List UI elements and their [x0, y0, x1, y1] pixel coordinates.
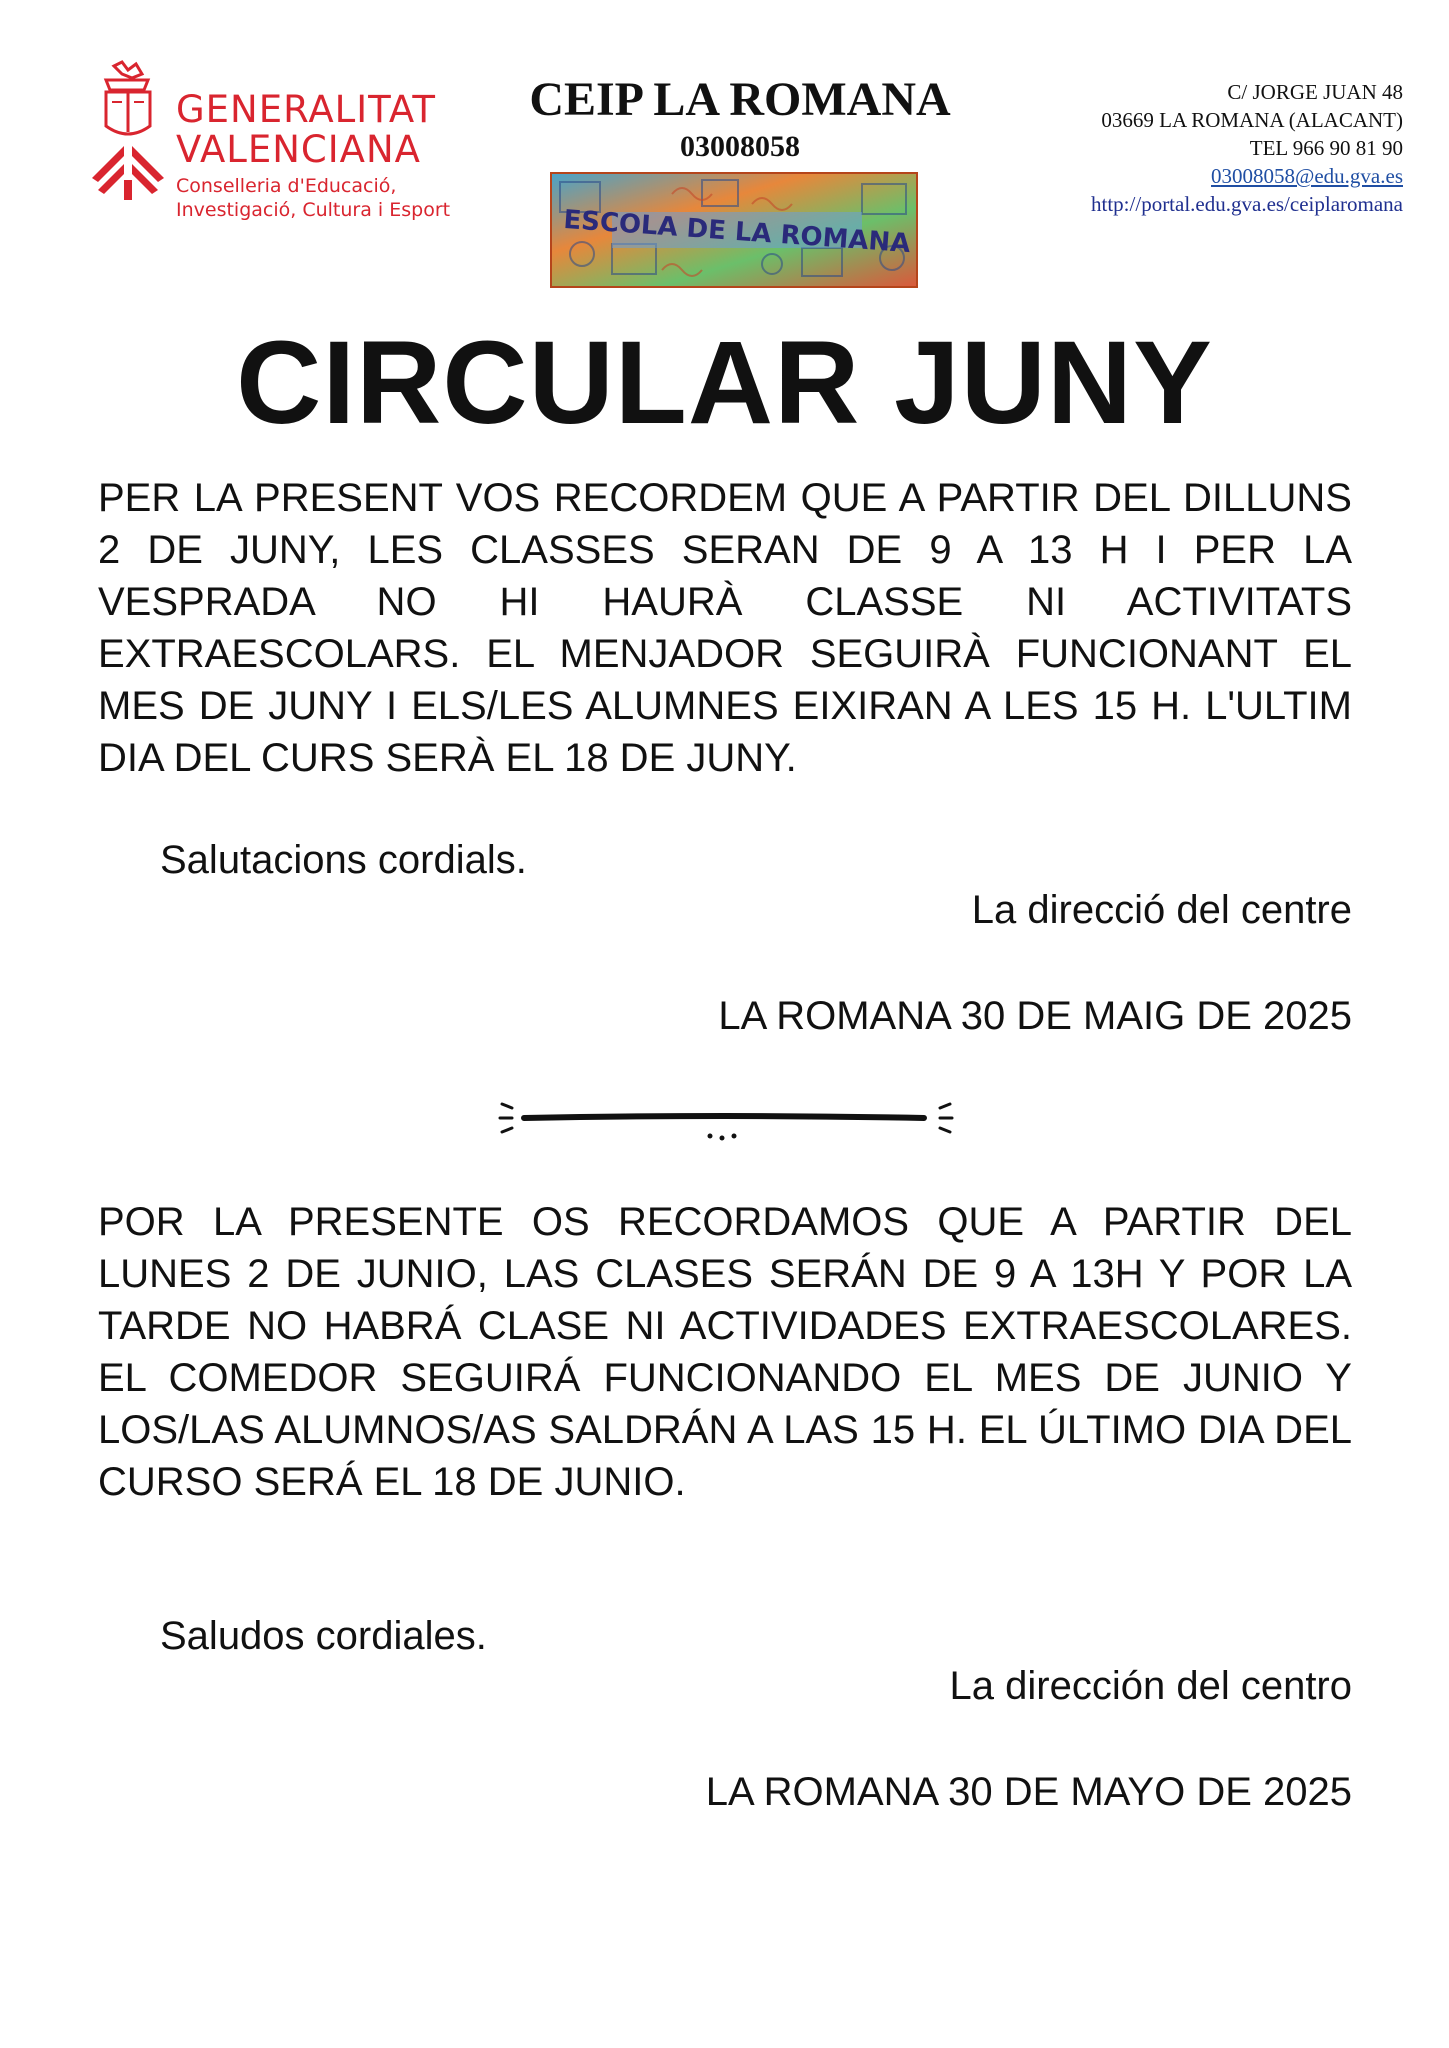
valencian-greeting: Salutacions cordials. — [160, 838, 527, 882]
conselleria-line1: Conselleria d'Educació, — [176, 175, 397, 197]
generalitat-name-line2: VALENCIANA — [176, 128, 421, 171]
contact-email-link[interactable]: 03008058@edu.gva.es — [1211, 164, 1403, 188]
school-header — [500, 72, 980, 164]
document-title: CIRCULAR JUNY — [236, 317, 1213, 449]
generalitat-name — [176, 90, 436, 170]
contact-address: C/ JORGE JUAN 48 — [1227, 80, 1403, 104]
conselleria-name — [176, 174, 450, 222]
generalitat-logo — [92, 60, 472, 220]
contact-city: 03669 LA ROMANA (ALACANT) — [1101, 108, 1403, 132]
section-divider-icon — [496, 1090, 956, 1150]
spanish-date: LA ROMANA 30 DE MAYO DE 2025 — [705, 1770, 1352, 1814]
contact-website-link[interactable]: http://portal.edu.gva.es/ceiplaromana — [1091, 192, 1403, 216]
school-contact — [1091, 78, 1403, 218]
school-code: 03008058 — [680, 130, 800, 163]
generalitat-emblem-icon — [92, 60, 164, 200]
valencian-signature: La direcció del centre — [971, 888, 1352, 932]
school-drawing-icon — [552, 174, 916, 286]
svg-text:ESCOLA DE LA ROMANA: ESCOLA DE LA ROMANA — [562, 204, 912, 260]
contact-phone: TEL 966 90 81 90 — [1249, 136, 1403, 160]
generalitat-name-line1: GENERALITAT — [176, 88, 436, 131]
school-banner-image — [550, 172, 918, 288]
school-name: CEIP LA ROMANA — [529, 73, 951, 126]
spanish-body: POR LA PRESENTE OS RECORDAMOS QUE A PARTIR DEL LUNES 2 DE JUNIO, LAS CLASES SERÁN DE 9 A 13H Y POR LA TARDE NO HABRÁ CLASE NI ACTIVIDADES EXTRAESCOLARES. EL COMEDOR SEGUIRÁ FUNCIONANDO EL MES DE JUNIO Y LOS/LAS ALUMNOS/AS SALDRÁN A LAS 15 H. EL ÚLTIMO DIA DEL CURSO SERÁ EL 18 DE JUNIO. — [98, 1200, 1352, 1504]
valencian-date: LA ROMANA 30 DE MAIG DE 2025 — [718, 994, 1352, 1038]
valencian-body: PER LA PRESENT VOS RECORDEM QUE A PARTIR DEL DILLUNS 2 DE JUNY, LES CLASSES SERAN DE 9 A 13 H I PER LA VESPRADA NO HI HAURÀ CLASSE NI ACTIVITATS EXTRAESCOLARS. EL MENJADOR SEGUIRÀ FUNCIONANT EL MES DE JUNY I ELS/LES ALUMNES EIXIRAN A LES 15 H. L'ULTIM DIA DEL CURS SERÀ EL 18 DE JUNY. — [98, 476, 1352, 780]
spanish-greeting: Saludos cordiales. — [160, 1614, 487, 1658]
spanish-signature: La dirección del centro — [949, 1664, 1352, 1708]
conselleria-line2: Investigació, Cultura i Esport — [176, 199, 451, 221]
